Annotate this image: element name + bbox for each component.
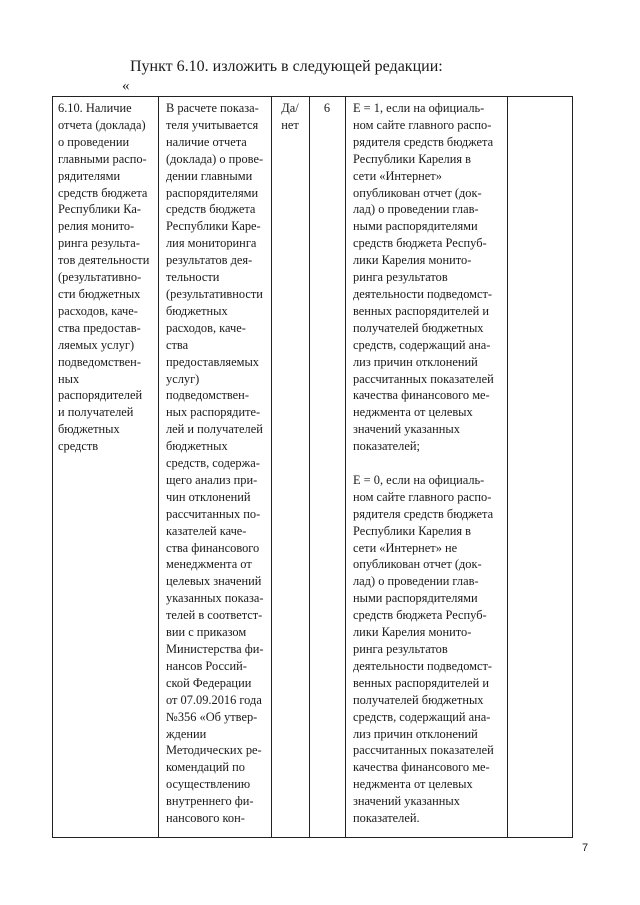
cell-text-line: ном сайте главного распо- xyxy=(353,117,492,132)
evaluation-formula-cell xyxy=(353,100,505,827)
cell-text-line: лей и получателей xyxy=(166,422,263,437)
cell-text-line: бюджетных xyxy=(166,303,228,318)
cell-text-line: качества финансового ме- xyxy=(353,388,490,403)
cell-text-line: рядителя средств бюджета xyxy=(353,506,494,521)
cell-text-line: релия монито- xyxy=(58,219,135,234)
cell-text-line: (доклада) о прове- xyxy=(166,151,264,166)
cell-text-line: расходов, каче- xyxy=(58,303,138,318)
cell-text-line: ринга результа- xyxy=(58,236,140,251)
cell-text-line: средств xyxy=(58,439,99,454)
cell-text-line: венных распорядителей и xyxy=(353,675,489,690)
cell-text-line: сти бюджетных xyxy=(58,286,141,301)
cell-text-line: ства предостав- xyxy=(58,320,141,335)
cell-text-line: E = 1, если на официаль- xyxy=(353,101,485,115)
cell-text-line: о проведении xyxy=(58,134,130,149)
cell-text-line: неджмента от целевых xyxy=(353,405,473,420)
cell-text-line: средств, содержащий ана- xyxy=(353,337,491,352)
cell-text-line: бюджетных xyxy=(58,422,120,437)
cell-text-line: указанных показа- xyxy=(166,591,264,606)
cell-text-line: рассчитанных показателей xyxy=(353,743,494,758)
cell-text-line: лики Карелия монито- xyxy=(353,253,472,268)
cell-text-line: Методических ре- xyxy=(166,743,262,758)
cell-text-line: ном сайте главного распо- xyxy=(353,489,492,504)
cell-text-line: лиз причин отклонений xyxy=(353,354,478,369)
cell-text-line: рассчитанных по- xyxy=(166,506,261,521)
cell-text-line: вии с приказом xyxy=(166,625,247,640)
cell-text-line: Министерства фи- xyxy=(166,642,264,656)
cell-text-line: телей в соответст- xyxy=(166,608,263,623)
cell-text-line: деятельности подведомст- xyxy=(353,658,493,673)
cell-text-line: рядителями xyxy=(58,168,121,183)
cell-text-line: средств бюджета xyxy=(166,202,256,217)
cell-text-line: теля учитывается xyxy=(166,117,259,132)
cell-text-line: ства финансового xyxy=(166,540,260,555)
cell-text-line: тельности xyxy=(166,270,220,285)
cell-text-line: ства xyxy=(166,337,189,352)
cell-text-line: щего анализ при- xyxy=(166,472,258,487)
cell-text-line: лики Карелия монито- xyxy=(353,625,472,640)
cell-text-line: подведомствен- xyxy=(166,388,249,403)
indicator-table xyxy=(52,96,573,838)
cell-text-line: распорядителями xyxy=(166,185,259,200)
cell-text-line: ных распорядите- xyxy=(166,405,261,420)
cell-text-line: ринга результатов xyxy=(353,270,448,285)
cell-text-line: сети «Интернет» xyxy=(353,168,442,183)
cell-text-line: опубликован отчет (док- xyxy=(353,557,482,572)
cell-text-line: лад) о проведении глав- xyxy=(353,574,479,589)
cell-text-line: значений указанных xyxy=(353,422,460,437)
opening-quote: « xyxy=(122,78,130,94)
paragraph-gap xyxy=(353,455,505,472)
cell-text-line: и получателей xyxy=(58,405,134,420)
cell-text-line: внутреннего фи- xyxy=(166,794,254,809)
cell-text-line: ными распорядителями xyxy=(353,219,478,234)
cell-text-line: наличие отчета xyxy=(166,134,247,149)
weight-cell xyxy=(311,100,343,117)
column-divider xyxy=(158,97,159,837)
cell-text-line: средств, содержащий ана- xyxy=(353,709,491,724)
cell-text-line: нет xyxy=(281,117,299,132)
cell-text-line: показателей. xyxy=(353,811,420,826)
cell-text-line: средств бюджета Респуб- xyxy=(353,236,487,251)
cell-text-line: рядителя средств бюджета xyxy=(353,134,494,149)
cell-text-line: ждении xyxy=(166,726,207,741)
cell-text-line: главными распо- xyxy=(58,151,147,166)
calculation-description-cell xyxy=(166,100,270,827)
cell-text-line: В расчете показа- xyxy=(166,101,259,115)
column-divider xyxy=(507,97,508,837)
cell-text-line: Республики Ка- xyxy=(58,202,141,217)
cell-text-line: лиз причин отклонений xyxy=(353,726,478,741)
cell-text-line: 6 xyxy=(323,101,331,115)
cell-text-line: рассчитанных показателей xyxy=(353,371,494,386)
cell-text-line: ской Федерации xyxy=(166,675,252,690)
column-divider xyxy=(309,97,310,837)
cell-text-line: №356 «Об утвер- xyxy=(166,709,258,724)
cell-text-line: 6.10. Наличие xyxy=(58,101,132,115)
column-divider xyxy=(271,97,272,837)
cell-text-line: ных xyxy=(58,371,80,386)
cell-text-line: нансового кон- xyxy=(166,811,245,826)
cell-text-line: предоставляемых xyxy=(166,354,259,369)
indicator-name-cell xyxy=(58,100,156,455)
cell-text-line: результатов дея- xyxy=(166,253,253,268)
cell-text-line: расходов, каче- xyxy=(166,320,246,335)
cell-text-line: ными распорядителями xyxy=(353,591,478,606)
cell-text-line: показателей; xyxy=(353,439,420,454)
cell-text-line: деятельности подведомст- xyxy=(353,286,493,301)
cell-text-line: казателей каче- xyxy=(166,523,247,538)
column-divider xyxy=(345,97,346,837)
cell-text-line: (результативности xyxy=(166,286,263,301)
cell-text-line: Республики Карелия в xyxy=(353,523,472,538)
cell-text-line: Республики Карелия в xyxy=(353,151,472,166)
cell-text-line: осуществлению xyxy=(166,777,251,792)
section-heading: Пункт 6.10. изложить в следующей редакции: xyxy=(130,58,443,75)
cell-text-line: сети «Интернет» не xyxy=(353,540,458,555)
cell-text-line: ринга результатов xyxy=(353,641,448,656)
cell-text-line: средств бюджета xyxy=(58,185,148,200)
cell-text-line: дении главными xyxy=(166,168,253,183)
cell-text-line: получателей бюджетных xyxy=(353,692,484,707)
cell-text-line: получателей бюджетных xyxy=(353,320,484,335)
cell-text-line: Да/ xyxy=(281,101,299,115)
cell-text-line: средств, содержа- xyxy=(166,456,260,471)
cell-text-line: распорядителей xyxy=(58,388,143,403)
cell-text-line: Республики Каре- xyxy=(166,219,261,234)
cell-text-line: значений указанных xyxy=(353,794,460,809)
cell-text-line: лия мониторинга xyxy=(166,236,257,251)
cell-text-line: венных распорядителей и xyxy=(353,303,489,318)
cell-text-line: неджмента от целевых xyxy=(353,777,473,792)
page-number: 7 xyxy=(582,842,589,854)
cell-text-line: от 07.09.2016 года xyxy=(166,692,262,707)
cell-text-line: отчета (доклада) xyxy=(58,117,146,132)
cell-text-line: лад) о проведении глав- xyxy=(353,202,479,217)
cell-text-line: нансов Россий- xyxy=(166,658,247,673)
cell-text-line: (результативно- xyxy=(58,270,142,285)
cell-text-line: менеджмента от xyxy=(166,557,252,572)
cell-text-line: опубликован отчет (док- xyxy=(353,185,482,200)
cell-text-line: средств бюджета Респуб- xyxy=(353,608,487,623)
cell-text-line: подведомствен- xyxy=(58,354,141,369)
cell-text-line: бюджетных xyxy=(166,439,228,454)
cell-text-line: комендаций по xyxy=(166,760,245,775)
cell-text-line: целевых значений xyxy=(166,574,262,589)
cell-text-line: качества финансового ме- xyxy=(353,760,490,775)
cell-text-line: ляемых услуг) xyxy=(58,337,135,352)
cell-text-line: E = 0, если на официаль- xyxy=(353,472,485,487)
cell-text-line: услуг) xyxy=(166,371,200,386)
value-type-cell xyxy=(273,100,307,134)
cell-text-line: чин отклонений xyxy=(166,489,251,504)
cell-text-line: тов деятельности xyxy=(58,253,150,268)
